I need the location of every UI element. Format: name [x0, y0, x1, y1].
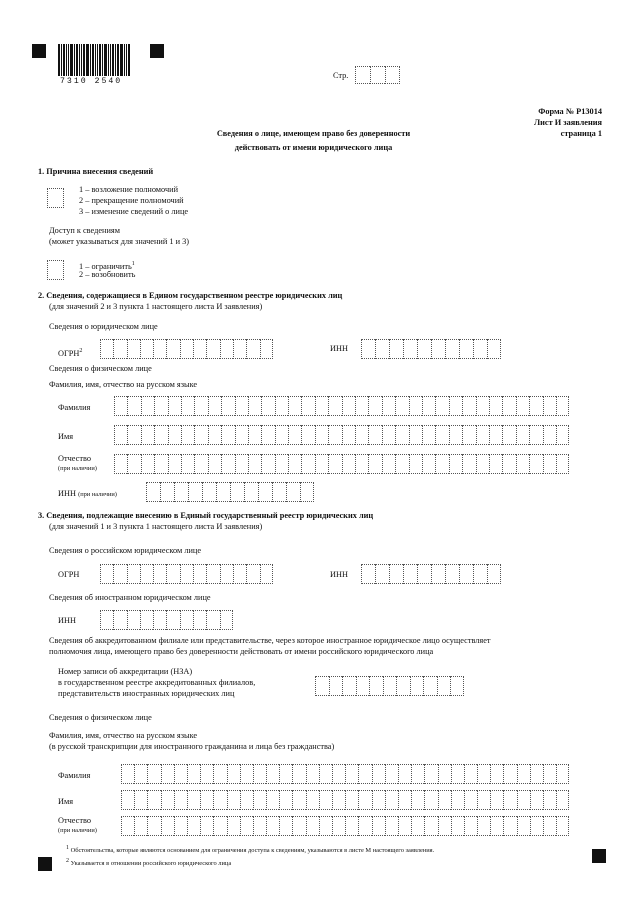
- footnote-1-mark: 1: [66, 845, 69, 851]
- name-field-s3[interactable]: [121, 790, 569, 810]
- form-number: Форма № Р13014: [538, 107, 602, 116]
- section3-subheading: (для значений 1 и 3 пункта 1 настоящего листа И заявления): [49, 522, 263, 531]
- nza-field[interactable]: [315, 676, 464, 696]
- reason-option-2: 2 – прекращение полномочий: [79, 196, 184, 205]
- page-of-sheet: страница 1: [560, 129, 602, 138]
- page-number-field[interactable]: [355, 66, 400, 84]
- patronymic-field-s3[interactable]: [121, 816, 569, 836]
- branch-text-line2: полномочия лица, имеющего право без доверенности действовать от имени российского юридического лица: [49, 647, 434, 656]
- reason-code-field[interactable]: [47, 188, 64, 208]
- section2-subheading: (для значений 2 и 3 пункта 1 настоящего листа И заявления): [49, 302, 263, 311]
- inn-field-s2[interactable]: [361, 339, 501, 359]
- foreign-entity-label: Сведения об иностранном юридическом лице: [49, 593, 211, 602]
- access-note: (может указываться для значений 1 и 3): [49, 237, 190, 246]
- section2-heading: 2. Сведения, содержащиеся в Едином государственном реестре юридических лиц: [38, 291, 343, 300]
- corner-marker-bottom-right: [592, 849, 606, 863]
- inn-person-note: (при наличии): [78, 491, 117, 498]
- ogrn-field-s2[interactable]: [100, 339, 273, 359]
- person-label-s3: Сведения о физическом лице: [49, 713, 152, 722]
- reason-option-3: 3 – изменение сведений о лице: [79, 207, 189, 216]
- ogrn-label-text: ОГРН: [58, 348, 80, 358]
- ogrn-label-s3: ОГРН: [58, 570, 80, 579]
- name-label-s3: Имя: [58, 797, 74, 806]
- nza-label-line1: Номер записи об аккредитации (НЗА): [58, 667, 193, 676]
- access-code-field[interactable]: [47, 260, 64, 280]
- section1-heading: 1. Причина внесения сведений: [38, 167, 154, 176]
- inn-person-label-text: ИНН: [58, 489, 76, 498]
- footnote-2-mark: 2: [66, 858, 69, 864]
- ogrn-label: [58, 346, 82, 359]
- corner-marker-top-right: [150, 44, 164, 58]
- surname-label-s3: Фамилия: [58, 771, 91, 780]
- foreign-inn-label: ИНН: [58, 616, 76, 625]
- nza-label-line3: представительств иностранных юридических лиц: [58, 689, 235, 698]
- footnote-2-text: Указывается в отношении российского юридического лица: [70, 860, 232, 868]
- sheet-label: Лист И заявления: [533, 118, 602, 127]
- corner-marker-top-left: [32, 44, 46, 58]
- legal-entity-label: Сведения о юридическом лице: [49, 322, 158, 331]
- fio-label-s2: Фамилия, имя, отчество на русском языке: [49, 380, 198, 389]
- reason-option-1: 1 – возложение полномочий: [79, 185, 179, 194]
- footnote-1-text: Обстоятельства, которые являются основанием для ограничения доступа к сведениям, указываются в листе М настоящего заявления.: [70, 847, 435, 855]
- barcode: [58, 44, 140, 76]
- corner-marker-bottom-left: [38, 857, 52, 871]
- foreign-inn-field[interactable]: [100, 610, 233, 630]
- inn-person-label-s2: [58, 489, 117, 500]
- form-title-line1: Сведения о лице, имеющем право без доверенности: [216, 129, 411, 138]
- inn-person-field-s2[interactable]: [146, 482, 314, 502]
- surname-field-s3[interactable]: [121, 764, 569, 784]
- access-option-2: 2 – возобновить: [79, 270, 136, 279]
- ogrn-field-s3[interactable]: [100, 564, 273, 584]
- patronymic-note-s3: (при наличии): [58, 827, 97, 834]
- barcode-number: 7310 2540: [60, 77, 123, 86]
- form-title-line2: действовать от имени юридического лица: [234, 143, 393, 152]
- access-option-1-text: 1 – ограничить: [79, 261, 132, 271]
- branch-text-line1: Сведения об аккредитованном филиале или представительстве, через которое иностранное юридическое лицо осуществляет: [49, 636, 491, 645]
- fio-label-s3-line2: (в русской транскрипции для иностранного гражданина и лица без гражданства): [49, 742, 335, 751]
- patronymic-label-s3: Отчество: [58, 816, 91, 825]
- inn-label-s3: ИНН: [330, 570, 348, 579]
- patronymic-field-s2[interactable]: [114, 454, 569, 474]
- nza-label-line2: в государственном реестре аккредитованных филиалов,: [58, 678, 256, 687]
- patronymic-note-s2: (при наличии): [58, 465, 97, 472]
- footnote-ref-1: 1: [131, 261, 135, 267]
- person-label-s2: Сведения о физическом лице: [49, 364, 152, 373]
- footnote-1: [66, 843, 434, 856]
- patronymic-label-s2: Отчество: [58, 454, 91, 463]
- footnote-ref-2: 2: [79, 348, 83, 354]
- fio-label-s3-line1: Фамилия, имя, отчество на русском языке: [49, 731, 198, 740]
- surname-field-s2[interactable]: [114, 396, 569, 416]
- inn-field-s3[interactable]: [361, 564, 501, 584]
- surname-label-s2: Фамилия: [58, 403, 91, 412]
- footnote-2: [66, 856, 231, 869]
- inn-label-s2: ИНН: [330, 344, 348, 353]
- name-label-s2: Имя: [58, 432, 74, 441]
- access-label: Доступ к сведениям: [49, 226, 120, 235]
- name-field-s2[interactable]: [114, 425, 569, 445]
- russian-entity-label: Сведения о российском юридическом лице: [49, 546, 202, 555]
- section3-heading: 3. Сведения, подлежащие внесению в Единый государственный реестр юридических лиц: [38, 511, 374, 520]
- page-label: Стр.: [333, 71, 349, 80]
